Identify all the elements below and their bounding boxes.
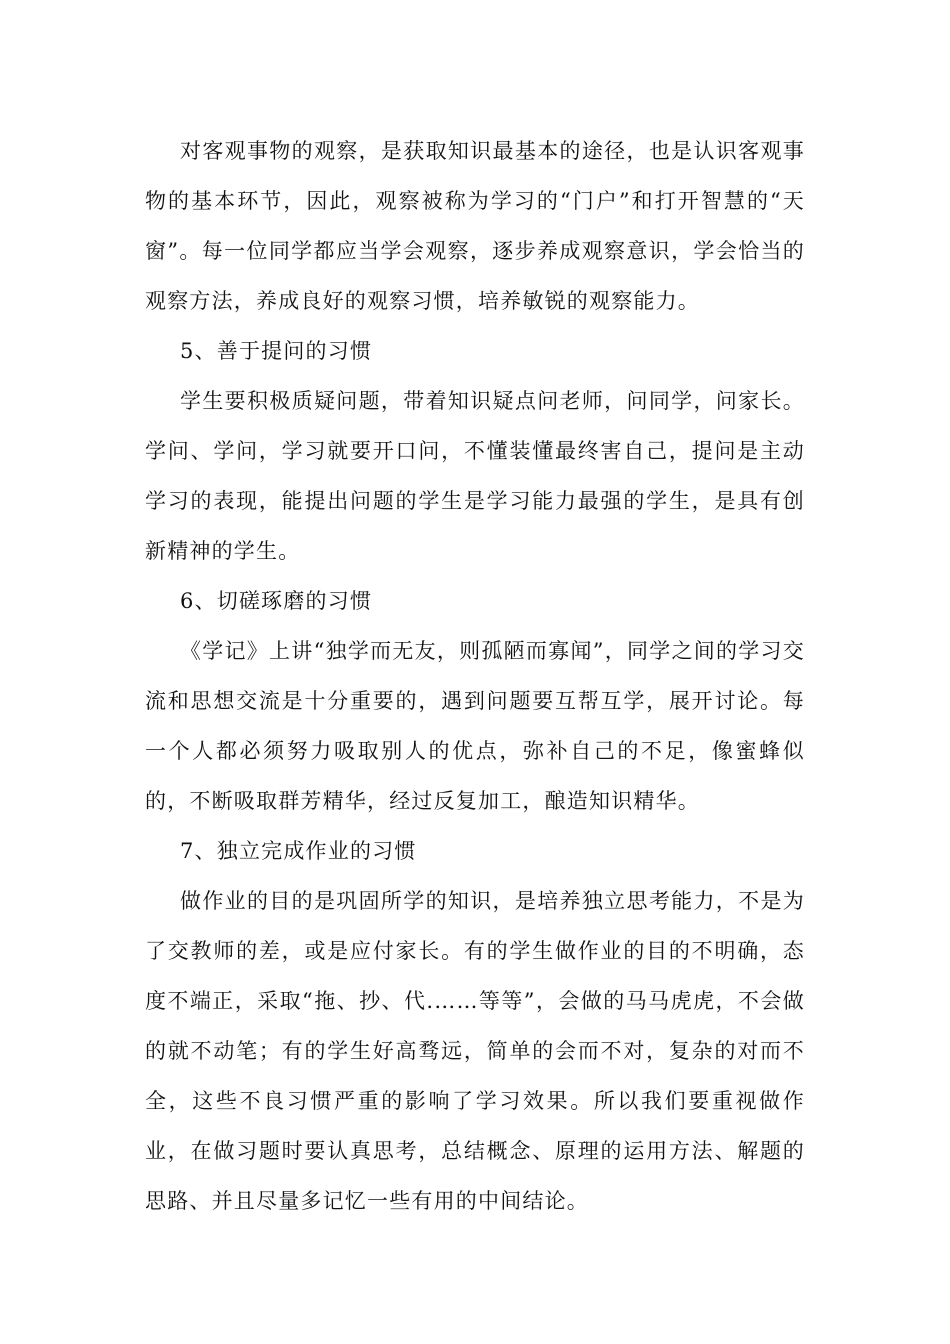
section-heading-5: 5、善于提问的习惯 [180,339,373,363]
section-heading-6: 6、切磋琢磨的习惯 [180,589,373,613]
paragraph-asking-questions: 学生要积极质疑问题，带着知识疑点问老师，问同学，问家长。学问、学问，学习就要开口问，不懂装懂最终害自己，提问是主动学习的表现，能提出问题的学生是学习能力最强的学生，是具有创新精神的学生。 [145,389,805,563]
section-heading-7: 7、独立完成作业的习惯 [180,839,417,863]
paragraph-observation: 对客观事物的观察，是获取知识最基本的途径，也是认识客观事物的基本环节，因此，观察被称为学习的“门户”和打开智慧的“天窗”。每一位同学都应当学会观察，逐步养成观察意识，学会恰当的观察方法，养成良好的观察习惯，培养敏锐的观察能力。 [145,139,805,313]
paragraph-homework: 做作业的目的是巩固所学的知识，是培养独立思考能力，不是为了交教师的差，或是应付家长。有的学生做作业的目的不明确，态度不端正，采取“拖、抄、代.……等等”，会做的马马虎虎，不会做的就不动笔；有的学生好高骛远，简单的会而不对，复杂的对而不全，这些不良习惯严重的影响了学习效果。所以我们要重视做作业，在做习题时要认真思考，总结概念、原理的运用方法、解题的思路、并且尽量多记忆一些有用的中间结论。 [145,889,805,1213]
document-body [145,126,805,1226]
paragraph-discussion: 《学记》上讲“独学而无友，则孤陋而寡闻”，同学之间的学习交流和思想交流是十分重要的，遇到问题要互帮互学，展开讨论。每一个人都必须努力吸取别人的优点，弥补自己的不足，像蜜蜂似的，不断吸取群芳精华，经过反复加工，酿造知识精华。 [145,639,805,813]
